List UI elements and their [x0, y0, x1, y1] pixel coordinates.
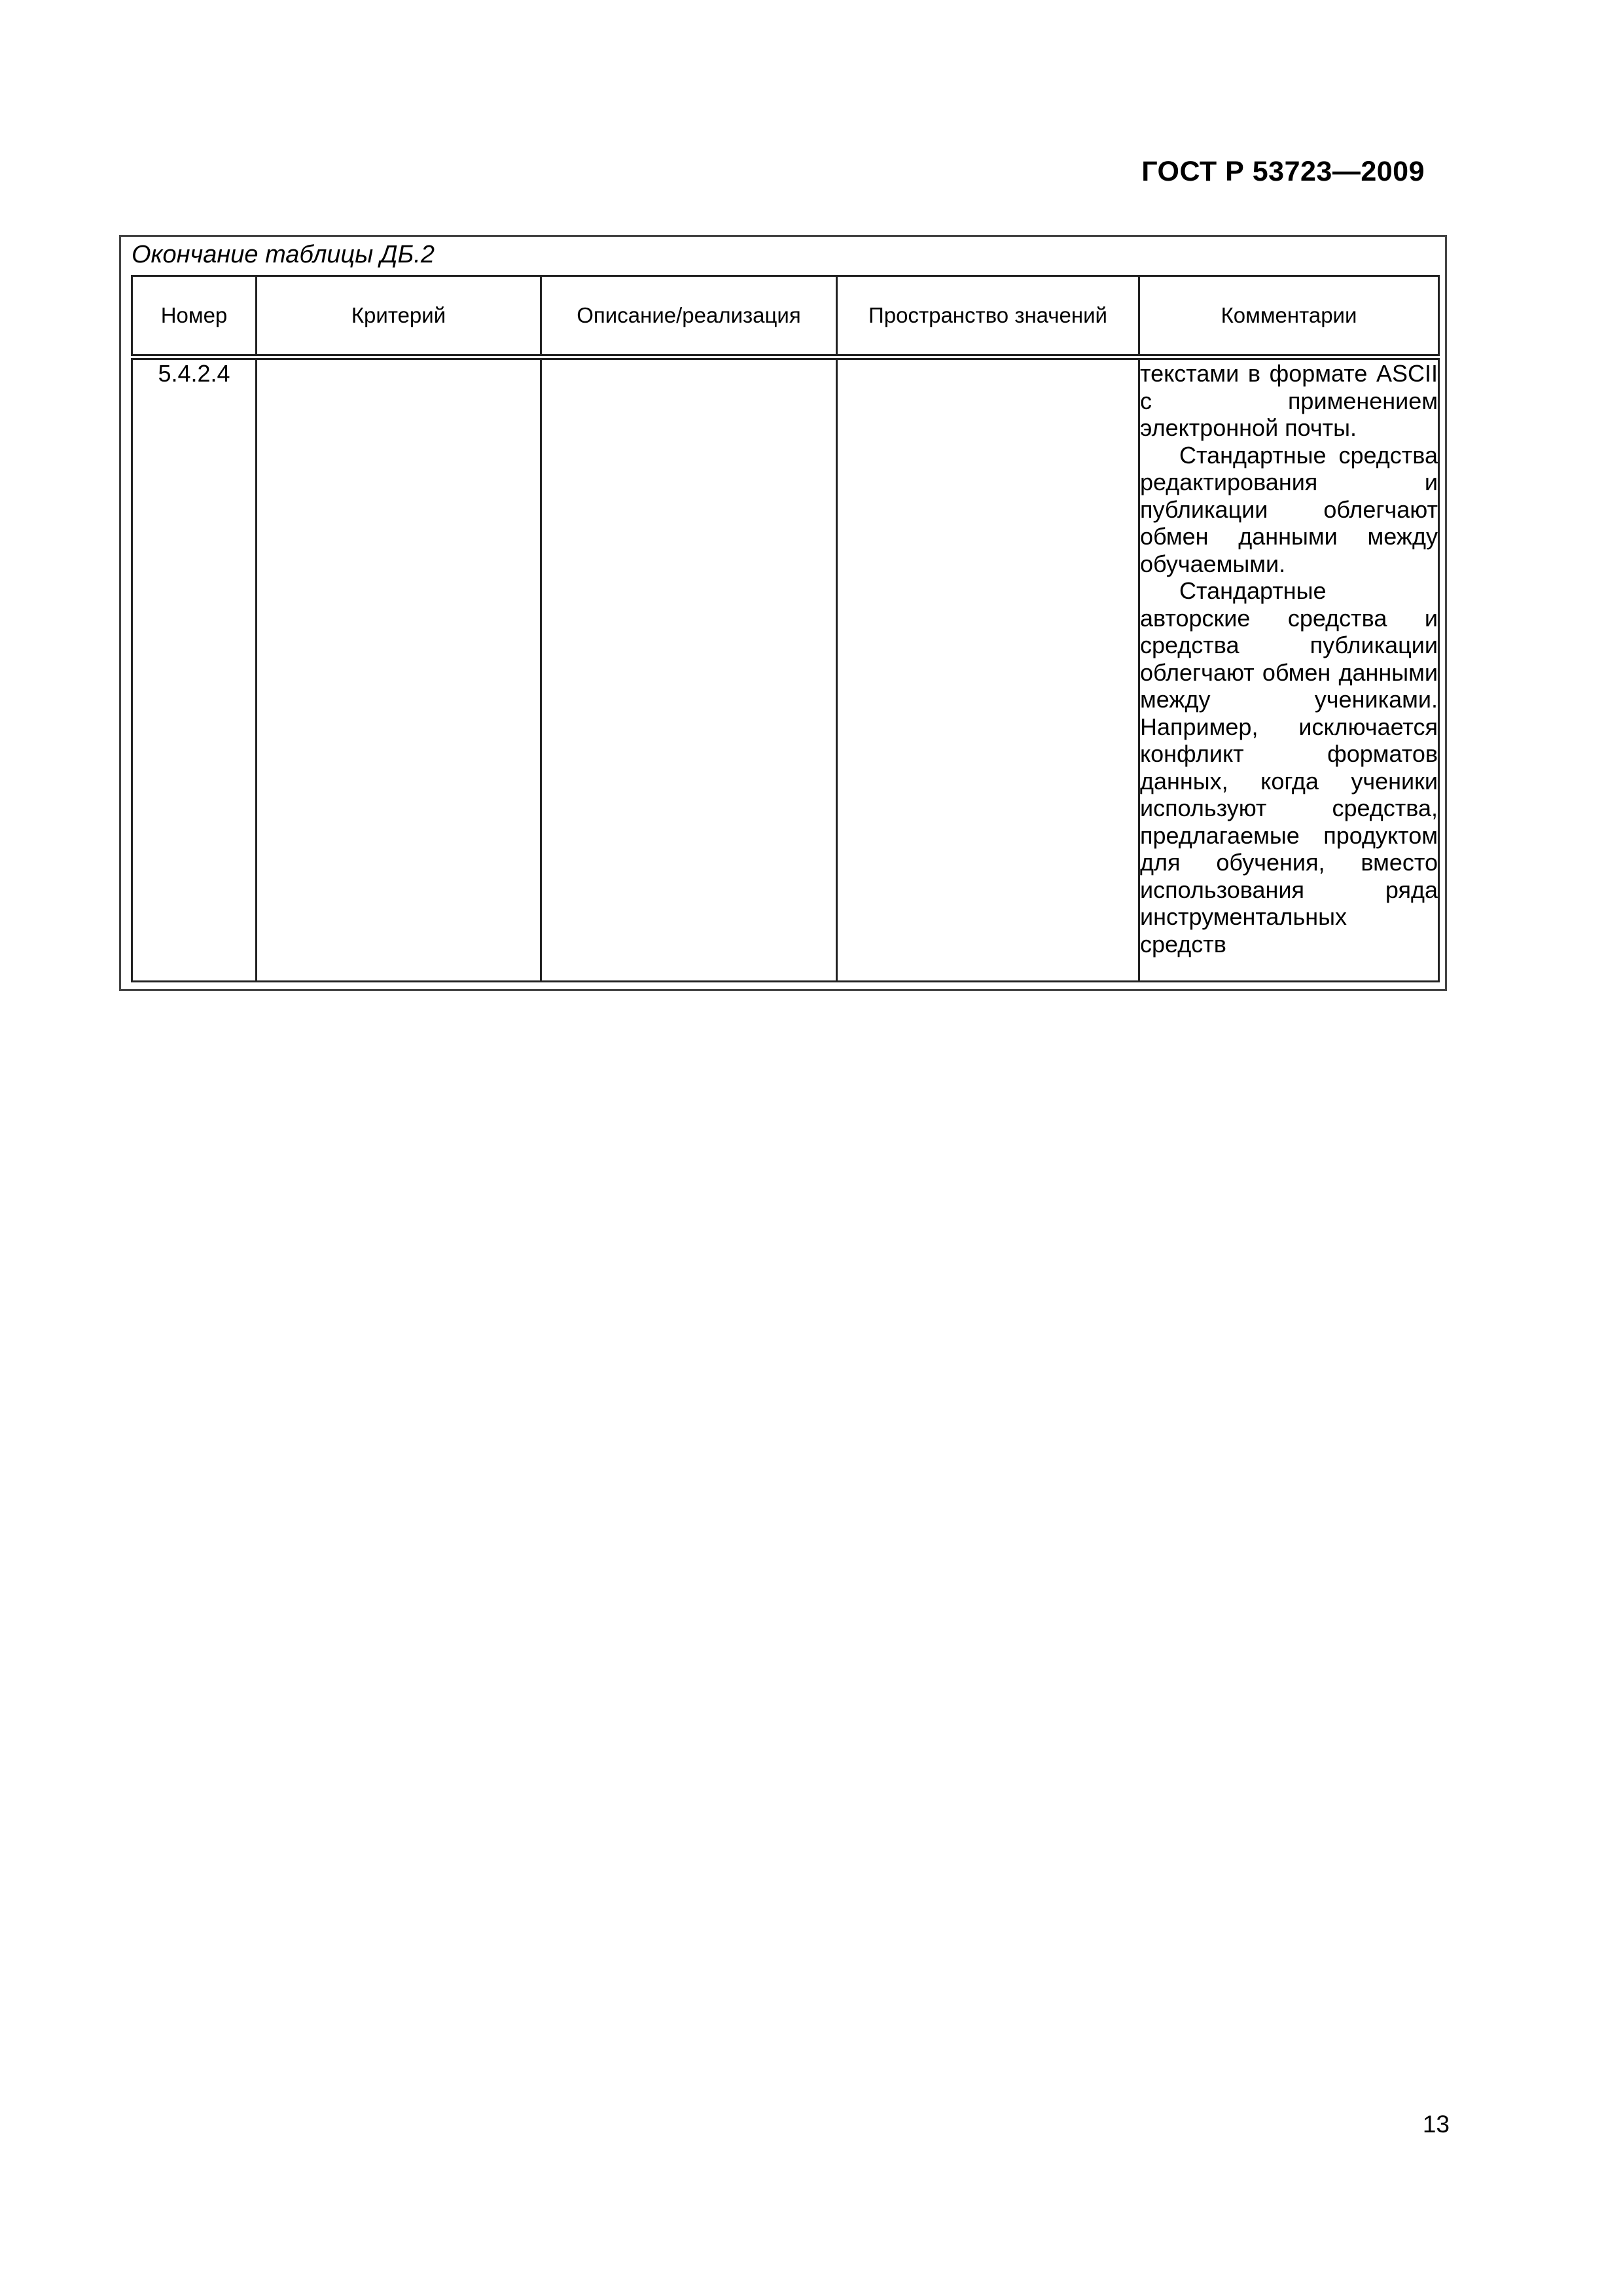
cell-criterion	[257, 357, 541, 982]
column-header-description: Описание/реализация	[541, 276, 837, 357]
criteria-table	[131, 275, 1440, 982]
column-header-number: Номер	[132, 276, 257, 357]
table-header-row	[132, 276, 1439, 357]
column-header-comments: Комментарии	[1139, 276, 1439, 357]
comment-paragraph: текстами в формате ASCII с применением электронной почты.	[1140, 360, 1438, 441]
cell-value-space	[837, 357, 1139, 982]
table-row	[132, 357, 1439, 982]
comment-paragraph: Стандартные средства редактирования и публикации облегчают обмен данными между обучаемыми.	[1140, 441, 1438, 577]
page-number: 13	[1422, 2111, 1450, 2138]
comment-paragraph: Стандартные авторские средства и средства публикации облегчают обмен данными между учениками. Например, исключается конфликт форматов данных, когда ученики используют средства, предлагаемые продуктом для обучения, вместо использования ряда инструментальных средств	[1140, 577, 1438, 958]
column-header-value-space: Пространство значений	[837, 276, 1139, 357]
cell-number: 5.4.2.4	[132, 357, 257, 982]
cell-comments	[1139, 357, 1439, 982]
table-frame	[119, 235, 1447, 991]
cell-description	[541, 357, 837, 982]
document-code: ГОСТ Р 53723—2009	[1141, 156, 1425, 187]
column-header-criterion: Критерий	[257, 276, 541, 357]
table-caption: Окончание таблицы ДБ.2	[132, 241, 435, 268]
